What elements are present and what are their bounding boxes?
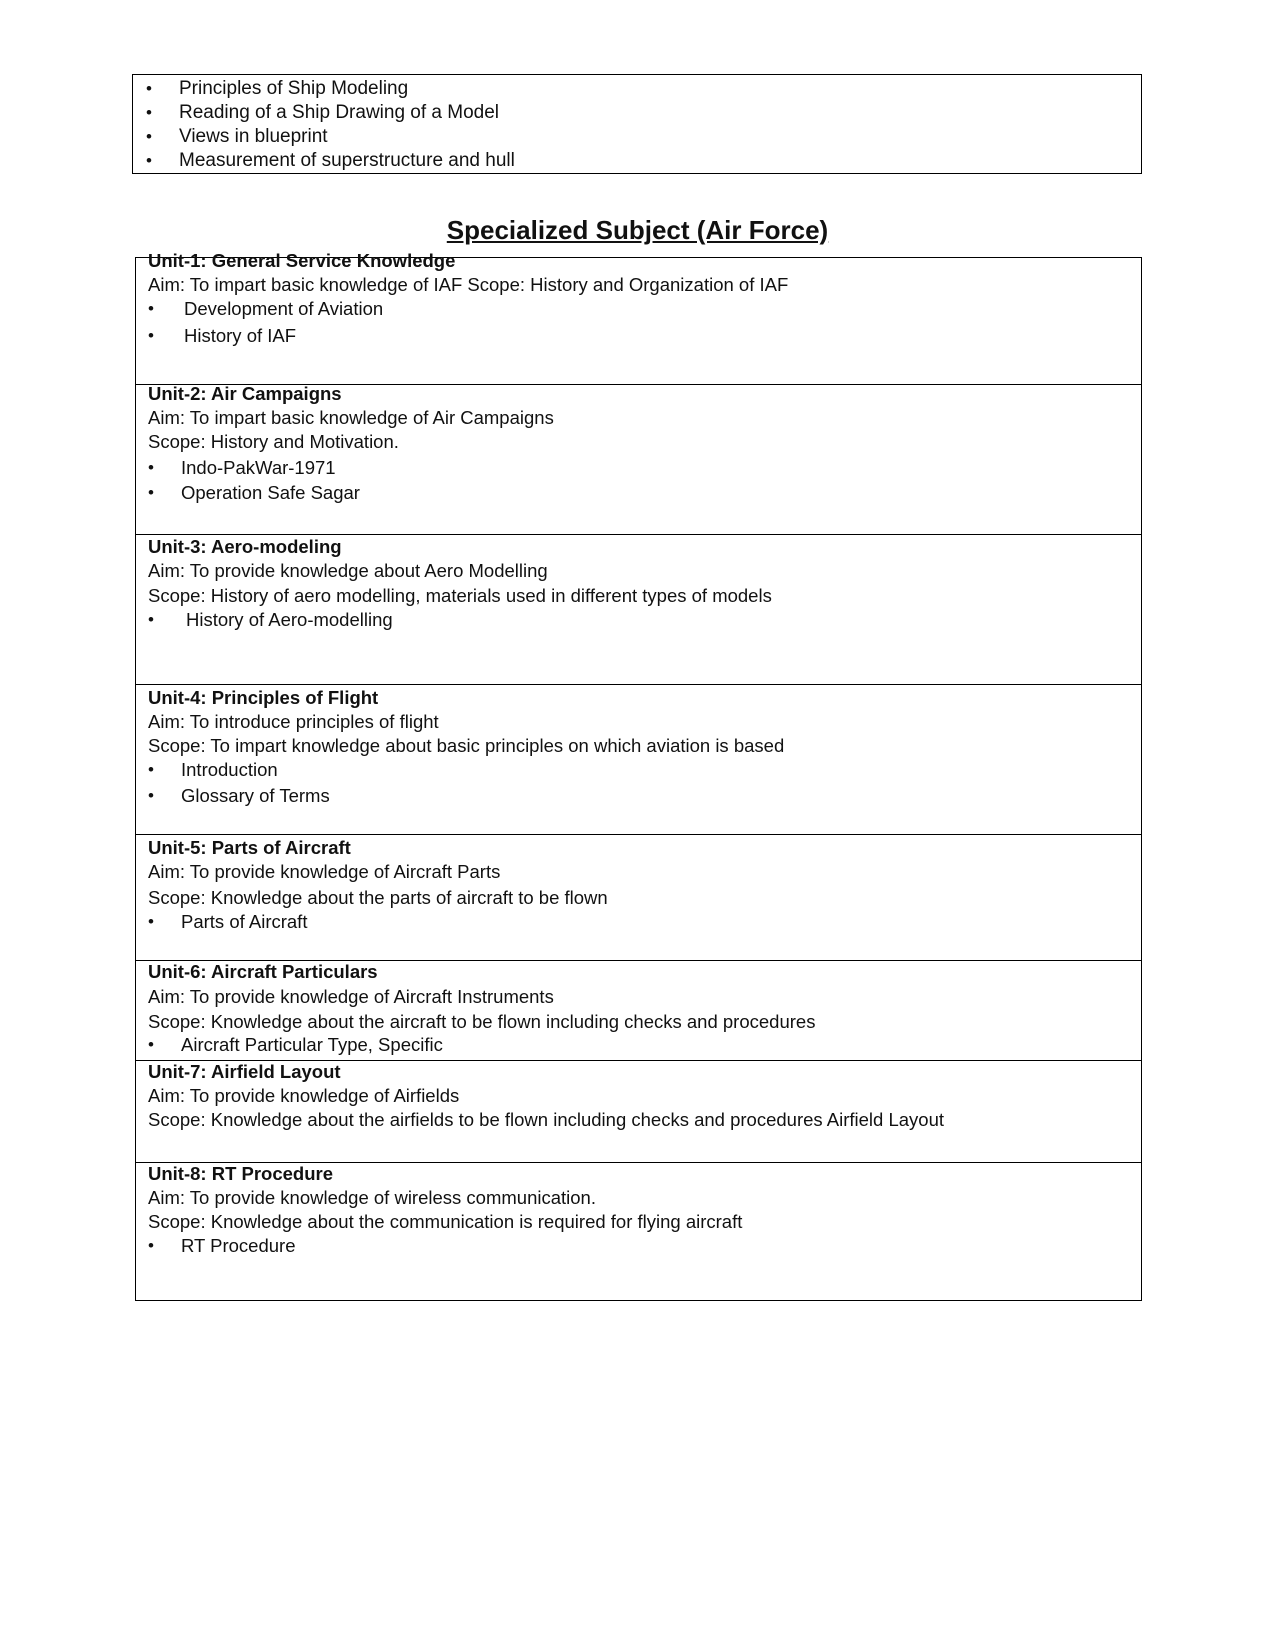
unit-heading: Unit-7: Airfield Layout — [148, 1061, 341, 1082]
unit-2 — [136, 384, 1141, 534]
bullet: • — [146, 79, 152, 98]
unit-bullet-item: Introduction — [181, 759, 278, 780]
unit-7 — [136, 1060, 1141, 1162]
bullet: • — [148, 610, 154, 629]
unit-scope: Scope: History and Motivation. — [148, 431, 399, 452]
unit-heading: Unit-4: Principles of Flight — [148, 687, 379, 708]
unit-aim: Aim: To impart basic knowledge of Air Campaigns — [148, 407, 554, 428]
unit-8 — [136, 1162, 1141, 1300]
unit-bullet-item: Glossary of Terms — [181, 785, 330, 806]
list-item: • Measurement of superstructure and hull — [146, 150, 515, 171]
list-item: • Views in blueprint — [146, 126, 328, 147]
unit-heading: Unit-3: Aero-modeling — [148, 536, 342, 557]
ship-modeling-list-box — [132, 74, 1142, 174]
unit-5 — [136, 834, 1141, 960]
unit-aim: Aim: To provide knowledge of Aircraft Instruments — [148, 986, 554, 1007]
bullet: • — [148, 1236, 154, 1255]
bullet: • — [148, 1035, 154, 1054]
unit-scope: Scope: Knowledge about the parts of aircraft to be flown — [148, 887, 608, 908]
units-table — [135, 250, 1142, 1301]
bullet: • — [146, 151, 152, 170]
unit-scope: Scope: Knowledge about the communication is required for flying aircraft — [148, 1211, 743, 1232]
bullet: • — [148, 483, 154, 502]
unit-bullet-item: Operation Safe Sagar — [181, 482, 360, 503]
unit-scope: Scope: To impart knowledge about basic principles on which aviation is based — [148, 735, 785, 756]
unit-heading: Unit-8: RT Procedure — [148, 1163, 334, 1184]
unit-bullet-item: Development of Aviation — [184, 298, 384, 319]
unit-scope: Scope: History of aero modelling, materials used in different types of models — [148, 585, 772, 606]
section-title: Specialized Subject (Air Force) — [446, 215, 829, 245]
bullet: • — [148, 912, 154, 931]
unit-bullet-item: History of IAF — [184, 325, 297, 346]
bullet: • — [148, 458, 154, 477]
unit-bullet-item: Indo-PakWar-1971 — [181, 457, 336, 478]
unit-bullet-item: Aircraft Particular Type, Specific — [181, 1034, 443, 1055]
bullet: • — [146, 103, 152, 122]
unit-aim: Aim: To impart basic knowledge of IAF Scope: History and Organization of IAF — [148, 274, 789, 295]
list-item: • Principles of Ship Modeling — [146, 78, 409, 99]
unit-bullet-item: Parts of Aircraft — [181, 911, 308, 932]
unit-aim: Aim: To provide knowledge of Aircraft Parts — [148, 861, 501, 882]
unit-aim: Aim: To provide knowledge about Aero Modelling — [148, 560, 548, 581]
unit-heading: Unit-1: General Service Knowledge — [148, 250, 456, 271]
unit-scope: Scope: Knowledge about the aircraft to be flown including checks and procedures — [148, 1011, 816, 1032]
list-item: • Reading of a Ship Drawing of a Model — [146, 102, 500, 123]
bullet: • — [148, 299, 154, 318]
unit-aim: Aim: To introduce principles of flight — [148, 711, 439, 732]
unit-heading: Unit-2: Air Campaigns — [148, 383, 342, 404]
unit-aim: Aim: To provide knowledge of wireless communication. — [148, 1187, 596, 1208]
bullet: • — [148, 326, 154, 345]
unit-4 — [136, 684, 1141, 834]
bullet: • — [148, 786, 154, 805]
unit-heading: Unit-5: Parts of Aircraft — [148, 837, 351, 858]
unit-aim: Aim: To provide knowledge of Airfields — [148, 1085, 460, 1106]
bullet: • — [148, 760, 154, 779]
unit-bullet-item: RT Procedure — [181, 1235, 296, 1256]
unit-3 — [136, 534, 1141, 684]
unit-6 — [136, 960, 1141, 1060]
unit-heading: Unit-6: Aircraft Particulars — [148, 961, 378, 982]
bullet: • — [146, 127, 152, 146]
unit-bullet-item: History of Aero-modelling — [186, 609, 393, 630]
unit-1 — [136, 250, 1141, 384]
unit-scope: Scope: Knowledge about the airfields to be flown including checks and procedures Airfield Layout — [148, 1109, 945, 1130]
